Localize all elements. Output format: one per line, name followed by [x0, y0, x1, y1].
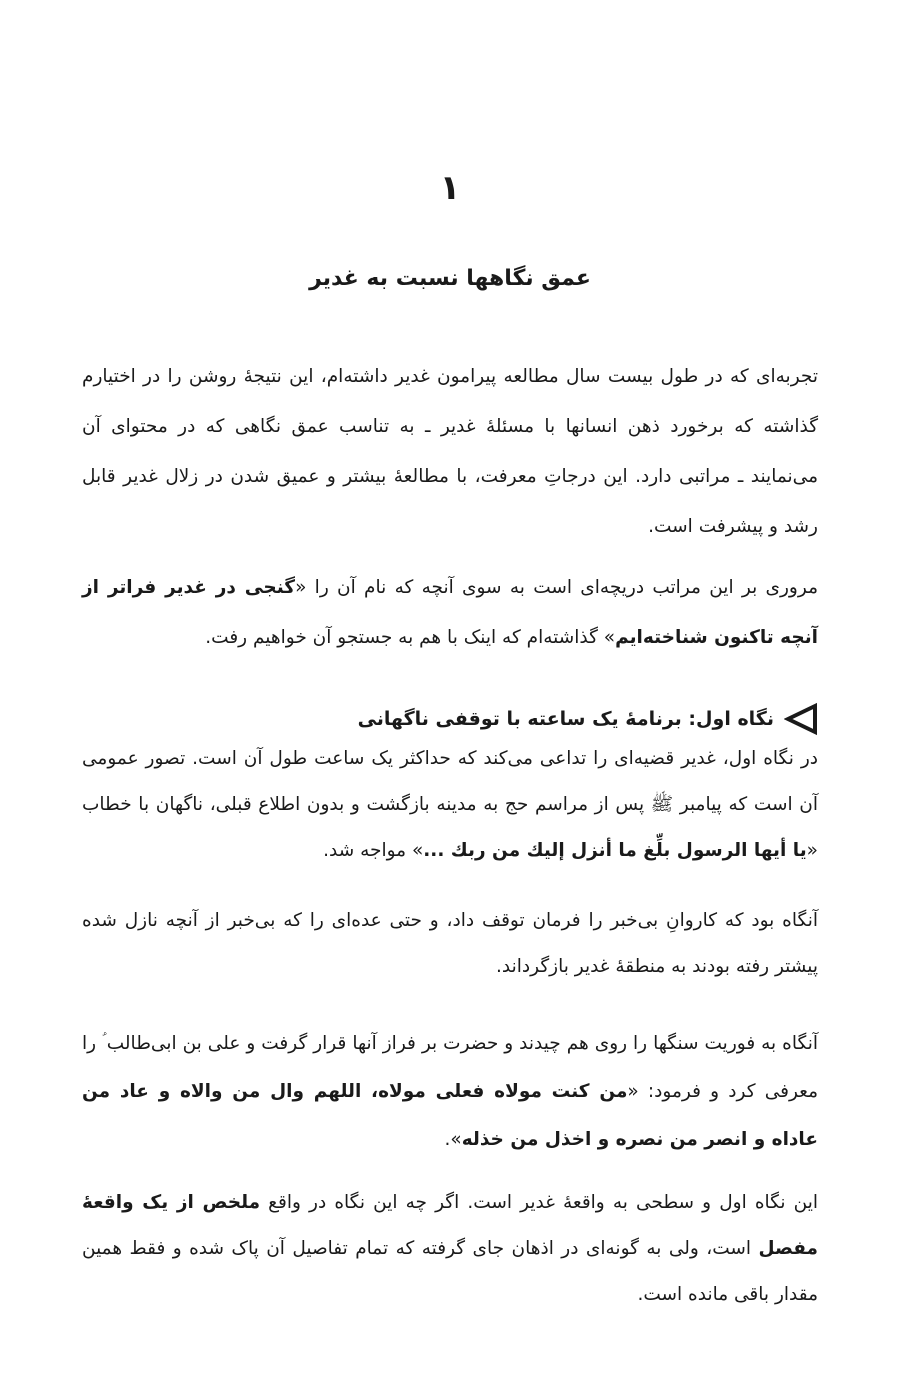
paragraph-overview-bold: گنجی در غدیر فراتر از آنچه تاکنون شناخته‌ایم	[82, 577, 818, 648]
paragraph-first-view-verse: یا أیها الرسول بلِّغ ما أنزل إلیك من ربك ...	[423, 840, 807, 861]
paragraph-summary-text-end: است، ولی به گونه‌ای در اذهان جای گرفته که تمام تفاصیل آن پاک شده و فقط همین مقدار باقی مانده است.	[82, 1238, 818, 1305]
triangle-marker-icon	[784, 702, 818, 736]
paragraph-summary	[82, 1180, 818, 1318]
chapter-title: عمق نگاهها نسبت به غدیر	[309, 266, 591, 291]
section-heading-text: نگاه اول: برنامهٔ یک ساعته با توقفی ناگهانی	[357, 708, 774, 730]
paragraph-overview	[82, 563, 818, 663]
paragraph-intro: تجربه‌ای که در طول بیست سال مطالعه پیرامون غدیر داشته‌ام، این نتیجهٔ روشن را در اختیارم گذاشته که برخورد ذهن انسانها با مسئلهٔ غدیر ـ به تناسب عمق نگاهی که در محتوای آن می‌نمایند ـ مراتبی دارد. این درجاتِ معرفت، با مطالعهٔ بیشتر و عمیق شدن در زلال غدیر قابل رشد و پیشرفت است.	[82, 366, 818, 537]
paragraph-first-view-text-start: در نگاه اول، غدیر قضیه‌ای را تداعی می‌کند که حداکثر یک ساعت طول آن است. تصور عمومی آن است که پیامبر ﷺ پس از مراسم حج به مدینه بازگشت و بدون اطلاع قبلی، ناگهان با خطاب «	[82, 748, 818, 861]
paragraph-overview-text-end: » گذاشته‌ام که اینک با هم به جستجو آن خواهیم رفت.	[205, 627, 616, 648]
paragraph-summary-bold: ملخص از یک واقعهٔ مفصل	[82, 1192, 818, 1259]
paragraph-sermon-text-start: آنگاه به فوریت سنگها را روی هم چیدند و حضرت بر فراز آنها قرار گرفت و علی بن ابی‌طالب ؑ را معرفی کرد و فرمود: «	[82, 1033, 818, 1102]
paragraph-caravan: آنگاه بود که کاروانِ بی‌خبر را فرمان توقف داد، و حتی عده‌ای را که بی‌خبر از آنچه نازل شده پیشتر رفته بودند به منطقهٔ غدیر بازگرداند.	[82, 910, 818, 977]
paragraph-first-view	[82, 736, 818, 874]
paragraph-sermon-quote: من کنت مولاه فعلی مولاه، اللهم وال من والاه و عاد من عاداه و انصر من نصره و اخذل من خذله	[82, 1081, 818, 1150]
section-heading	[82, 697, 818, 741]
paragraph-first-view-text-end: » مواجه شد.	[323, 840, 424, 861]
paragraph-sermon-text-end: ».	[444, 1129, 462, 1150]
paragraph-overview-text-start: مروری بر این مراتب دریچه‌ای است به سوی آنچه که نام آن را «	[295, 577, 818, 598]
paragraph-summary-text-start: این نگاه اول و سطحی به واقعهٔ غدیر است. اگر چه این نگاه در واقع	[260, 1192, 818, 1213]
paragraph-sermon	[82, 1020, 818, 1164]
chapter-number: ۱	[439, 168, 461, 208]
book-page	[82, 0, 818, 1393]
